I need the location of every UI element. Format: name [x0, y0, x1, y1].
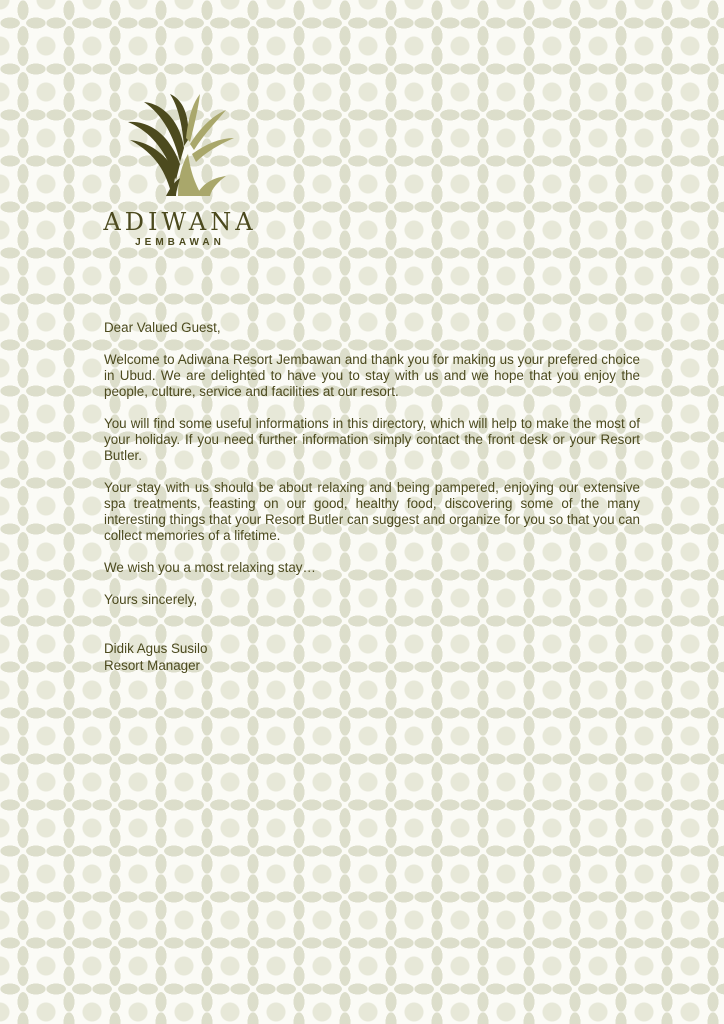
welcome-letter [104, 320, 640, 674]
salutation: Dear Valued Guest, [104, 320, 221, 335]
signer-title: Resort Manager [104, 658, 201, 673]
closing-line: Yours sincerely, [104, 592, 198, 607]
paragraph-welcome: Welcome to Adiwana Resort Jembawan and thank you for making us your prefered choice in Ubud. We are delighted to have you to stay with us and we hope that you enjoy the people, culture, service and facilities at our resort. [104, 352, 640, 399]
paragraph-stay: Your stay with us should be about relaxing and being pampered, enjoying our extensive spa treatments, feasting on our good, healthy food, discovering some of the many interesting things that your Resort Butler can suggest and organize for you so that you can collect memories of a lifetime. [104, 480, 640, 543]
brand-subtitle: JEMBAWAN [135, 237, 225, 248]
brand-logo [100, 92, 260, 252]
brand-name: ADIWANA [103, 208, 257, 236]
signer-name: Didik Agus Susilo [104, 641, 208, 656]
paragraph-directory: You will find some useful informations in this directory, which will help to make the most of your holiday. If you need further information simply contact the front desk or your Resort Butler. [104, 416, 640, 463]
tree-logo-icon [126, 92, 234, 200]
wish-line: We wish you a most relaxing stay… [104, 560, 316, 575]
signature-block [104, 640, 640, 674]
